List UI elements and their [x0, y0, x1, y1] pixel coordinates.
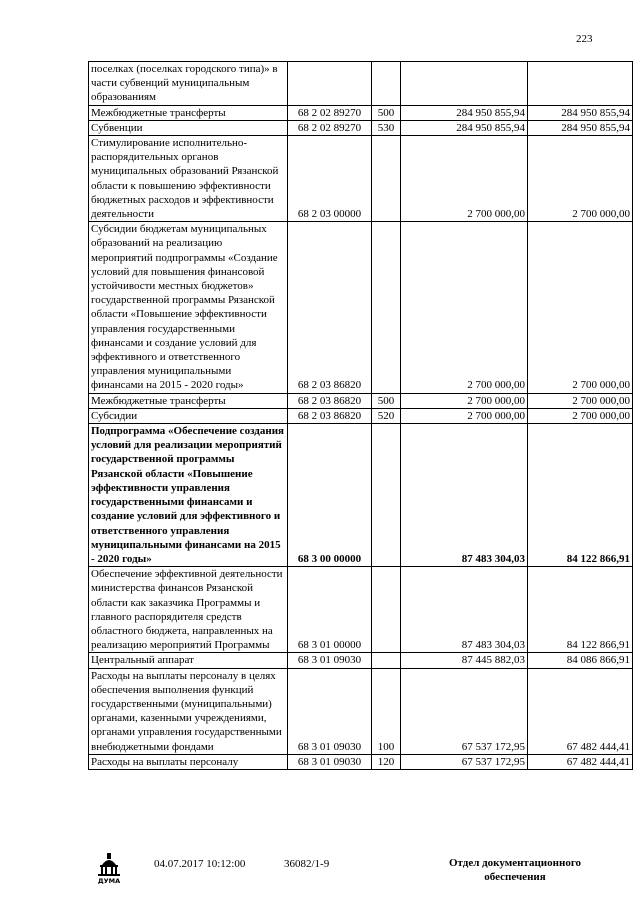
cell-type	[372, 222, 401, 393]
cell-type	[372, 62, 401, 106]
logo-text: ДУМА	[97, 877, 121, 885]
cell-code: 68 2 03 00000	[288, 136, 372, 222]
cell-v2: 2 700 000,00	[528, 408, 633, 423]
cell-type	[372, 424, 401, 567]
cell-v1	[401, 62, 528, 106]
cell-v2: 2 700 000,00	[528, 222, 633, 393]
cell-v1: 67 537 172,95	[401, 668, 528, 754]
table-row	[89, 62, 633, 106]
cell-code	[288, 62, 372, 106]
cell-v1: 87 445 882,03	[401, 653, 528, 668]
table-row	[89, 754, 633, 769]
duma-logo-icon	[94, 851, 124, 885]
table-row	[89, 120, 633, 135]
cell-name: Субсидии бюджетам муниципальных образований на реализацию мероприятий подпрограммы «Создание условий для повышения финансовой устойчивости местных бюджетов» государственной программы Рязанской области «Повышение эффективности управления государственными финансами и создание условий для эффективного и ответственного управления муниципальными финансами на 2015 - 2020 годы»	[89, 222, 288, 393]
cell-v1: 67 537 172,95	[401, 754, 528, 769]
cell-name: Стимулирование исполнительно-распорядительных органов муниципальных образований Рязанской области к повышению эффективности бюджетных расходов и эффективности деятельности	[89, 136, 288, 222]
cell-code: 68 2 03 86820	[288, 222, 372, 393]
cell-v1: 284 950 855,94	[401, 120, 528, 135]
table-row	[89, 222, 633, 393]
cell-code: 68 2 02 89270	[288, 105, 372, 120]
budget-table	[88, 61, 633, 770]
cell-name: Субвенции	[89, 120, 288, 135]
page-number: 223	[576, 33, 593, 45]
cell-v2: 84 122 866,91	[528, 424, 633, 567]
cell-v2	[528, 62, 633, 106]
cell-type	[372, 136, 401, 222]
table-row	[89, 567, 633, 653]
footer-department-line2: обеспечения	[484, 871, 546, 883]
cell-name: Подпрограмма «Обеспечение создания условий для реализации мероприятий государственной программы Рязанской области «Повышение эффективности управления государственными финансами и создание условий для эффективного и ответственного управления муниципальными финансами на 2015 - 2020 годы»	[89, 424, 288, 567]
table-row	[89, 136, 633, 222]
cell-v1: 87 483 304,03	[401, 567, 528, 653]
cell-code: 68 3 01 09030	[288, 653, 372, 668]
cell-name: Расходы на выплаты персоналу	[89, 754, 288, 769]
cell-type: 120	[372, 754, 401, 769]
cell-v2: 84 086 866,91	[528, 653, 633, 668]
cell-type: 520	[372, 408, 401, 423]
cell-name: Межбюджетные трансферты	[89, 105, 288, 120]
table-row	[89, 424, 633, 567]
footer-datetime: 04.07.2017 10:12:00	[154, 858, 246, 870]
cell-v1: 2 700 000,00	[401, 408, 528, 423]
cell-type: 500	[372, 393, 401, 408]
table-row	[89, 105, 633, 120]
footer-department-line1: Отдел документационного	[448, 857, 582, 869]
cell-code: 68 3 00 00000	[288, 424, 372, 567]
table-row	[89, 408, 633, 423]
cell-code: 68 2 03 86820	[288, 393, 372, 408]
cell-name: Субсидии	[89, 408, 288, 423]
table-row	[89, 668, 633, 754]
cell-type	[372, 653, 401, 668]
cell-v1: 87 483 304,03	[401, 424, 528, 567]
cell-type: 500	[372, 105, 401, 120]
cell-name: поселках (поселках городского типа)» в части субвенций муниципальным образованиям	[89, 62, 288, 106]
cell-v2: 84 122 866,91	[528, 567, 633, 653]
table-row	[89, 393, 633, 408]
cell-code: 68 3 01 09030	[288, 668, 372, 754]
cell-code: 68 3 01 09030	[288, 754, 372, 769]
cell-code: 68 2 03 86820	[288, 408, 372, 423]
cell-name: Центральный аппарат	[89, 653, 288, 668]
cell-code: 68 3 01 00000	[288, 567, 372, 653]
cell-type	[372, 567, 401, 653]
footer-department	[440, 856, 590, 884]
cell-v2: 284 950 855,94	[528, 105, 633, 120]
cell-v2: 67 482 444,41	[528, 754, 633, 769]
cell-code: 68 2 02 89270	[288, 120, 372, 135]
cell-v2: 67 482 444,41	[528, 668, 633, 754]
cell-v2: 2 700 000,00	[528, 393, 633, 408]
cell-v2: 2 700 000,00	[528, 136, 633, 222]
cell-v1: 2 700 000,00	[401, 222, 528, 393]
footer-doc-number: 36082/1-9	[284, 858, 330, 870]
table-row	[89, 653, 633, 668]
cell-v1: 2 700 000,00	[401, 136, 528, 222]
cell-v1: 2 700 000,00	[401, 393, 528, 408]
cell-type: 530	[372, 120, 401, 135]
cell-v2: 284 950 855,94	[528, 120, 633, 135]
cell-name: Расходы на выплаты персоналу в целях обеспечения выполнения функций государственными (муниципальными) органами, казенными учреждениями, органами управления государственными внебюджетными фондами	[89, 668, 288, 754]
cell-name: Межбюджетные трансферты	[89, 393, 288, 408]
cell-v1: 284 950 855,94	[401, 105, 528, 120]
cell-type: 100	[372, 668, 401, 754]
cell-name: Обеспечение эффективной деятельности министерства финансов Рязанской области как заказчика Программы и главного распорядителя средств областного бюджета, направленных на реализацию мероприятий Программы	[89, 567, 288, 653]
